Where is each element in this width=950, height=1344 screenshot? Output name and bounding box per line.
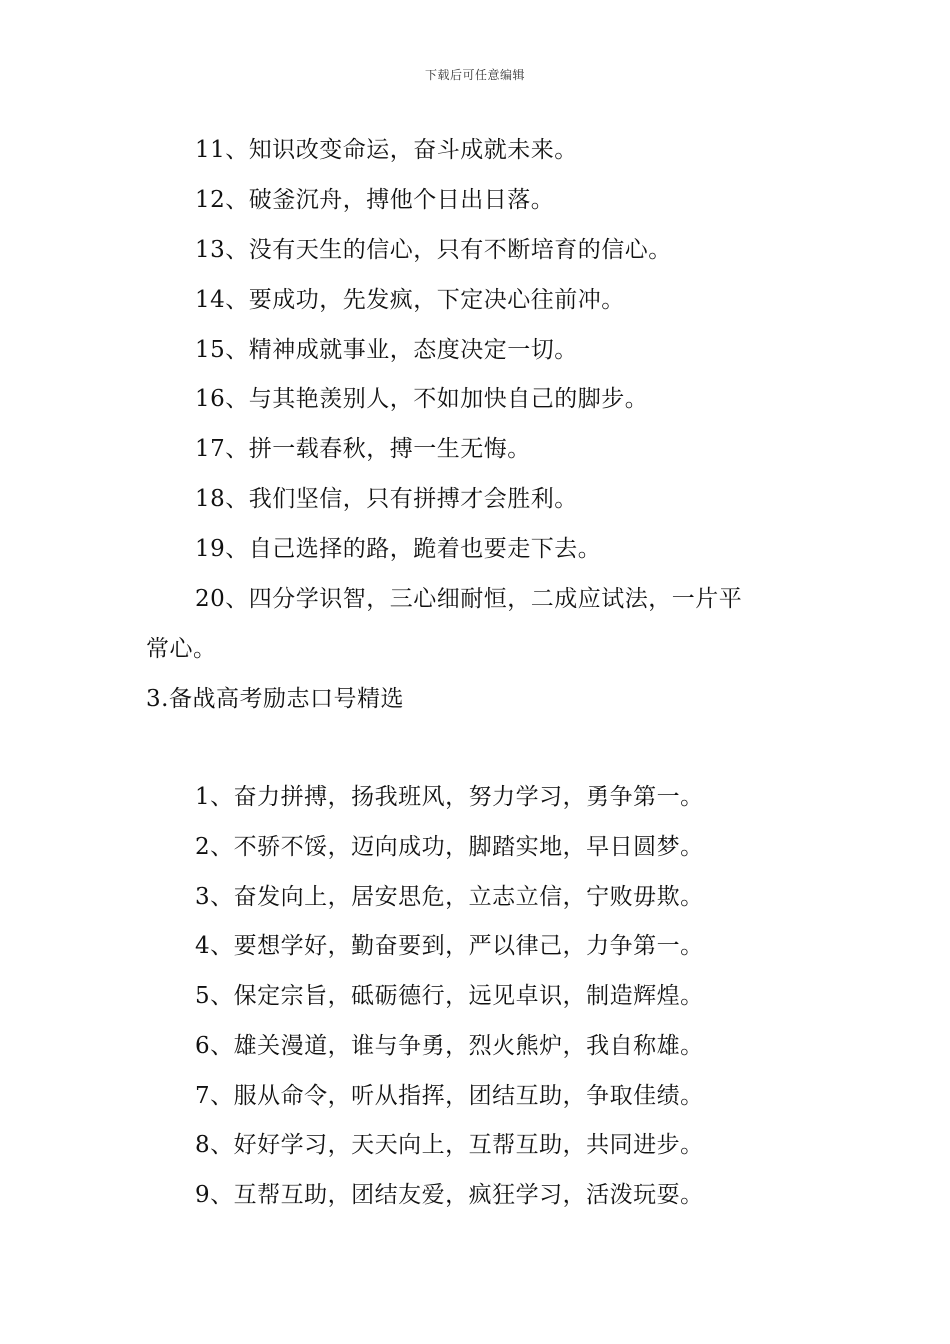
slogan-item: 16、与其艳羡别人，不如加快自己的脚步。 (195, 386, 649, 412)
slogan-item: 15、精神成就事业，态度决定一切。 (195, 337, 578, 363)
slogan-item: 5、保定宗旨，砥砺德行，远见卓识，制造辉煌。 (195, 983, 704, 1009)
slogan-item: 19、自己选择的路，跪着也要走下去。 (195, 536, 602, 562)
slogan-item: 11、知识改变命运，奋斗成就未来。 (195, 137, 578, 163)
slogan-item: 12、破釜沉舟，搏他个日出日落。 (195, 187, 555, 213)
slogan-item: 9、互帮互助，团结友爱，疯狂学习，活泼玩耍。 (195, 1182, 704, 1208)
slogan-item: 13、没有天生的信心，只有不断培育的信心。 (195, 237, 672, 263)
slogan-item: 1、奋力拼搏，扬我班风，努力学习，勇争第一。 (195, 784, 704, 810)
slogan-item: 8、好好学习，天天向上，互帮互助，共同进步。 (195, 1132, 704, 1158)
slogan-item-20-line2: 常心。 (146, 636, 217, 662)
slogan-item: 3、奋发向上，居安思危，立志立信，宁败毋欺。 (195, 884, 704, 910)
slogan-item: 18、我们坚信，只有拼搏才会胜利。 (195, 486, 578, 512)
slogan-item: 17、拼一载春秋，搏一生无悔。 (195, 436, 531, 462)
slogan-item: 4、要想学好，勤奋要到，严以律己，力争第一。 (195, 933, 704, 959)
page-header: 下载后可任意编辑 (424, 68, 525, 82)
section-heading: 3.备战高考励志口号精选 (146, 686, 404, 712)
slogan-item: 2、不骄不馁，迈向成功，脚踏实地，早日圆梦。 (195, 834, 704, 860)
slogan-item: 14、要成功，先发疯，下定决心往前冲。 (195, 287, 625, 313)
slogan-item: 6、雄关漫道，谁与争勇，烈火熊炉，我自称雄。 (195, 1033, 704, 1059)
slogan-item-20-line1: 20、四分学识智，三心细耐恒，二成应试法，一片平 (195, 586, 743, 612)
slogan-item: 7、服从命令，听从指挥，团结互助，争取佳绩。 (195, 1083, 704, 1109)
